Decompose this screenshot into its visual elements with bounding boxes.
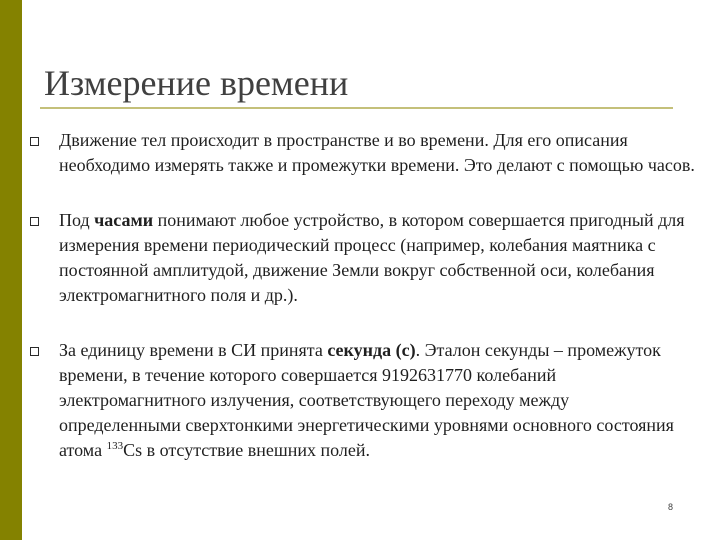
- title-underline-divider: [40, 107, 673, 109]
- square-bullet-icon: [30, 137, 39, 146]
- bullet-text-segment: понимают любое устройство, в котором совершается пригодный для измерения времени периодический процесс (например, колебания маятника с постоянной амплитудой, движение Земли вокруг собственной оси, колебания электромагнитного поля и др.).: [59, 210, 685, 305]
- bullet-list: [30, 128, 695, 463]
- bold-term-second: секунда (с): [327, 340, 416, 360]
- bullet-text-segment: Cs в отсутствие внешних полей.: [123, 440, 370, 460]
- square-bullet-icon: [30, 217, 39, 226]
- isotope-mass-superscript: 133: [106, 440, 124, 452]
- bullet-text: [59, 130, 695, 175]
- bullet-text-segment: . Эталон секунды – промежуток времени, в течение которого совершается 9192631770 колебаний электромагнитного излучения, соответствующего переходу между определенными сверхтонкими энергетическими уровнями основного состояния атома: [59, 340, 674, 460]
- slide-title: Измерение времени: [44, 63, 349, 103]
- square-bullet-icon: [30, 347, 39, 356]
- bullet-text-segment: Движение тел происходит в пространстве и во времени. Для его описания необходимо измерять также и промежутки времени. Это делают с помощью часов.: [59, 130, 695, 175]
- bullet-text: [59, 340, 674, 460]
- bold-term-clocks: часами: [94, 210, 154, 230]
- page-number: 8: [668, 502, 674, 512]
- bullet-item-si-second: [30, 338, 695, 463]
- bullet-text-segment: За единицу времени в СИ принята: [59, 340, 328, 360]
- bullet-item-motion-in-time: [30, 128, 695, 178]
- bullet-text-segment: Под: [59, 210, 95, 230]
- bullet-text: [59, 210, 685, 305]
- bullet-item-clock-definition: [30, 208, 695, 308]
- side-accent-bar: [0, 0, 22, 540]
